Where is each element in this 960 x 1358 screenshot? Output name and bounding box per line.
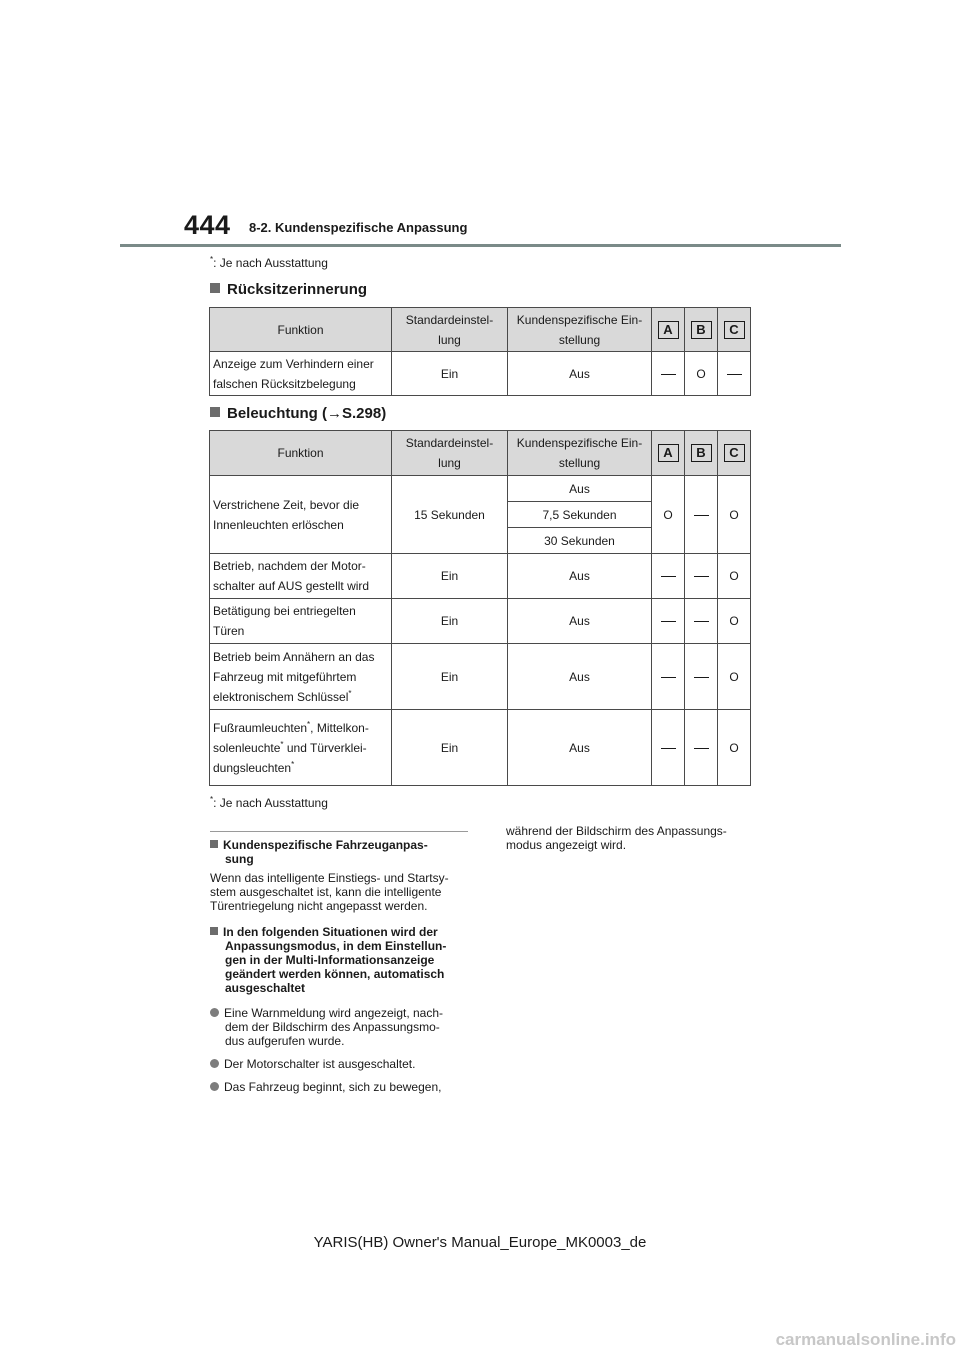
- b-cell: [685, 599, 718, 644]
- bullet-item: Der Motorschalter ist ausgeschaltet.: [210, 1057, 470, 1071]
- a-cell: [652, 599, 685, 644]
- footnote-mark: *: [210, 795, 214, 804]
- page-number: 444: [184, 210, 231, 240]
- notes-left-column: [210, 838, 470, 1094]
- footer-manual-id: YARIS(HB) Owner's Manual_Europe_MK0003_de: [313, 1234, 647, 1251]
- default-cell: Ein: [392, 352, 508, 396]
- note2-title: In den folgenden Situationen wird der Anpassungsmodus, in dem Einstellun- gen in der Multi-Informationsanzeige geändert werden können, automatisch ausgeschaltet: [210, 925, 470, 995]
- col-function: Funktion: [210, 431, 392, 476]
- col-b: [685, 431, 718, 476]
- c-cell: [718, 352, 751, 396]
- col-custom: Kundenspezifische Ein- stellung: [508, 308, 652, 352]
- col-c: [718, 431, 751, 476]
- dash-icon: [661, 677, 676, 678]
- a-cell: [652, 352, 685, 396]
- dash-icon: [661, 576, 676, 577]
- function-cell: Anzeige zum Verhindern einer falschen Rücksitzbelegung: [210, 352, 392, 396]
- b-cell: [685, 476, 718, 554]
- letter-a-icon: A: [658, 444, 679, 462]
- c-cell: O: [718, 644, 751, 710]
- function-cell: Betrieb beim Annähern an das Fahrzeug mit mitgeführtem elektronischem Schlüssel*: [210, 644, 392, 710]
- table-row: [210, 599, 751, 644]
- function-cell: Fußraumleuchten*, Mittelkon- solenleuchte* und Türverklei- dungsleuchten*: [210, 710, 392, 786]
- dash-icon: [694, 748, 709, 749]
- table-row: [210, 554, 751, 599]
- dash-icon: [694, 621, 709, 622]
- b-cell: [685, 554, 718, 599]
- dash-icon: [661, 621, 676, 622]
- footnote-bottom: [210, 795, 328, 810]
- section-heading-rear-seat-reminder: [210, 281, 367, 298]
- notes-right-column: während der Bildschirm des Anpassungs- modus angezeigt wird.: [506, 824, 727, 852]
- letter-c-icon: C: [724, 321, 745, 339]
- default-cell: Ein: [392, 710, 508, 786]
- table-lighting: [209, 430, 751, 786]
- dash-icon: [727, 374, 742, 375]
- c-cell: O: [718, 554, 751, 599]
- c-cell: O: [718, 476, 751, 554]
- table-header-row: [210, 308, 751, 352]
- table-row: [210, 352, 751, 396]
- table-row: [210, 710, 751, 786]
- square-bullet-icon: [210, 283, 220, 293]
- default-cell: Ein: [392, 644, 508, 710]
- default-cell: Ein: [392, 599, 508, 644]
- page-reference-link[interactable]: S.298): [342, 405, 387, 422]
- col-a: [652, 308, 685, 352]
- custom-cell: Aus: [508, 352, 652, 396]
- square-bullet-icon: [210, 927, 218, 935]
- circle-bullet-icon: [210, 1059, 219, 1068]
- custom-cell: Aus: [508, 554, 652, 599]
- square-bullet-icon: [210, 407, 220, 417]
- section-title: 8-2. Kundenspezifische Anpassung: [249, 220, 468, 235]
- col-a: [652, 431, 685, 476]
- footnote-top: [210, 255, 328, 270]
- footnote-mark: *: [210, 255, 214, 264]
- note1-title: Kundenspezifische Fahrzeuganpas- sung: [210, 838, 470, 866]
- function-cell: Verstrichene Zeit, bevor die Innenleuchten erlöschen: [210, 476, 392, 554]
- function-cell: Betrieb, nachdem der Motor- schalter auf AUS gestellt wird: [210, 554, 392, 599]
- default-cell: 15 Sekunden: [392, 476, 508, 554]
- a-cell: [652, 710, 685, 786]
- footnote-text: : Je nach Ausstattung: [213, 256, 328, 270]
- circle-bullet-icon: [210, 1082, 219, 1091]
- arrow-icon: →: [327, 405, 342, 422]
- custom-option-cell: 30 Sekunden: [508, 528, 652, 554]
- header-rule: [120, 244, 841, 247]
- custom-cell: Aus: [508, 710, 652, 786]
- col-c: [718, 308, 751, 352]
- circle-bullet-icon: [210, 1008, 219, 1017]
- letter-a-icon: A: [658, 321, 679, 339]
- b-cell: O: [685, 352, 718, 396]
- custom-option-cell: 7,5 Sekunden: [508, 502, 652, 528]
- bullet-item: Eine Warnmeldung wird angezeigt, nach- dem der Bildschirm des Anpassungsmo- dus aufgerufen wurde.: [210, 1006, 470, 1048]
- col-b: [685, 308, 718, 352]
- dash-icon: [694, 677, 709, 678]
- c-cell: O: [718, 599, 751, 644]
- col-custom: Kundenspezifische Ein- stellung: [508, 431, 652, 476]
- col-function: Funktion: [210, 308, 392, 352]
- bullet-item: Das Fahrzeug beginnt, sich zu bewegen,: [210, 1080, 470, 1094]
- column-rule: [210, 831, 468, 832]
- a-cell: [652, 554, 685, 599]
- dash-icon: [661, 748, 676, 749]
- a-cell: [652, 644, 685, 710]
- square-bullet-icon: [210, 840, 218, 848]
- dash-icon: [694, 515, 709, 516]
- c-cell: O: [718, 710, 751, 786]
- dash-icon: [694, 576, 709, 577]
- footnote-text: : Je nach Ausstattung: [213, 796, 328, 810]
- table-rear-seat-reminder: [209, 307, 751, 396]
- table-header-row: [210, 431, 751, 476]
- section-heading-lighting: Beleuchtung (→S.298): [210, 405, 386, 422]
- a-cell: O: [652, 476, 685, 554]
- letter-b-icon: B: [691, 321, 712, 339]
- function-cell: Betätigung bei entriegelten Türen: [210, 599, 392, 644]
- note1-body: Wenn das intelligente Einstiegs- und Startsy- stem ausgeschaltet ist, kann die intelligente Türentriegelung nicht angepasst werden.: [210, 871, 449, 913]
- col-default: Standardeinstel- lung: [392, 431, 508, 476]
- letter-c-icon: C: [724, 444, 745, 462]
- watermark: carmanualsonline.info: [775, 1330, 956, 1349]
- heading-text: Rücksitzerinnerung: [227, 281, 368, 298]
- b-cell: [685, 644, 718, 710]
- dash-icon: [661, 374, 676, 375]
- letter-b-icon: B: [691, 444, 712, 462]
- custom-cell: Aus: [508, 599, 652, 644]
- table-row: [210, 644, 751, 710]
- b-cell: [685, 710, 718, 786]
- custom-cell: Aus: [508, 644, 652, 710]
- default-cell: Ein: [392, 554, 508, 599]
- table-row: [210, 476, 751, 502]
- custom-option-cell: Aus: [508, 476, 652, 502]
- col-default: Standardeinstel- lung: [392, 308, 508, 352]
